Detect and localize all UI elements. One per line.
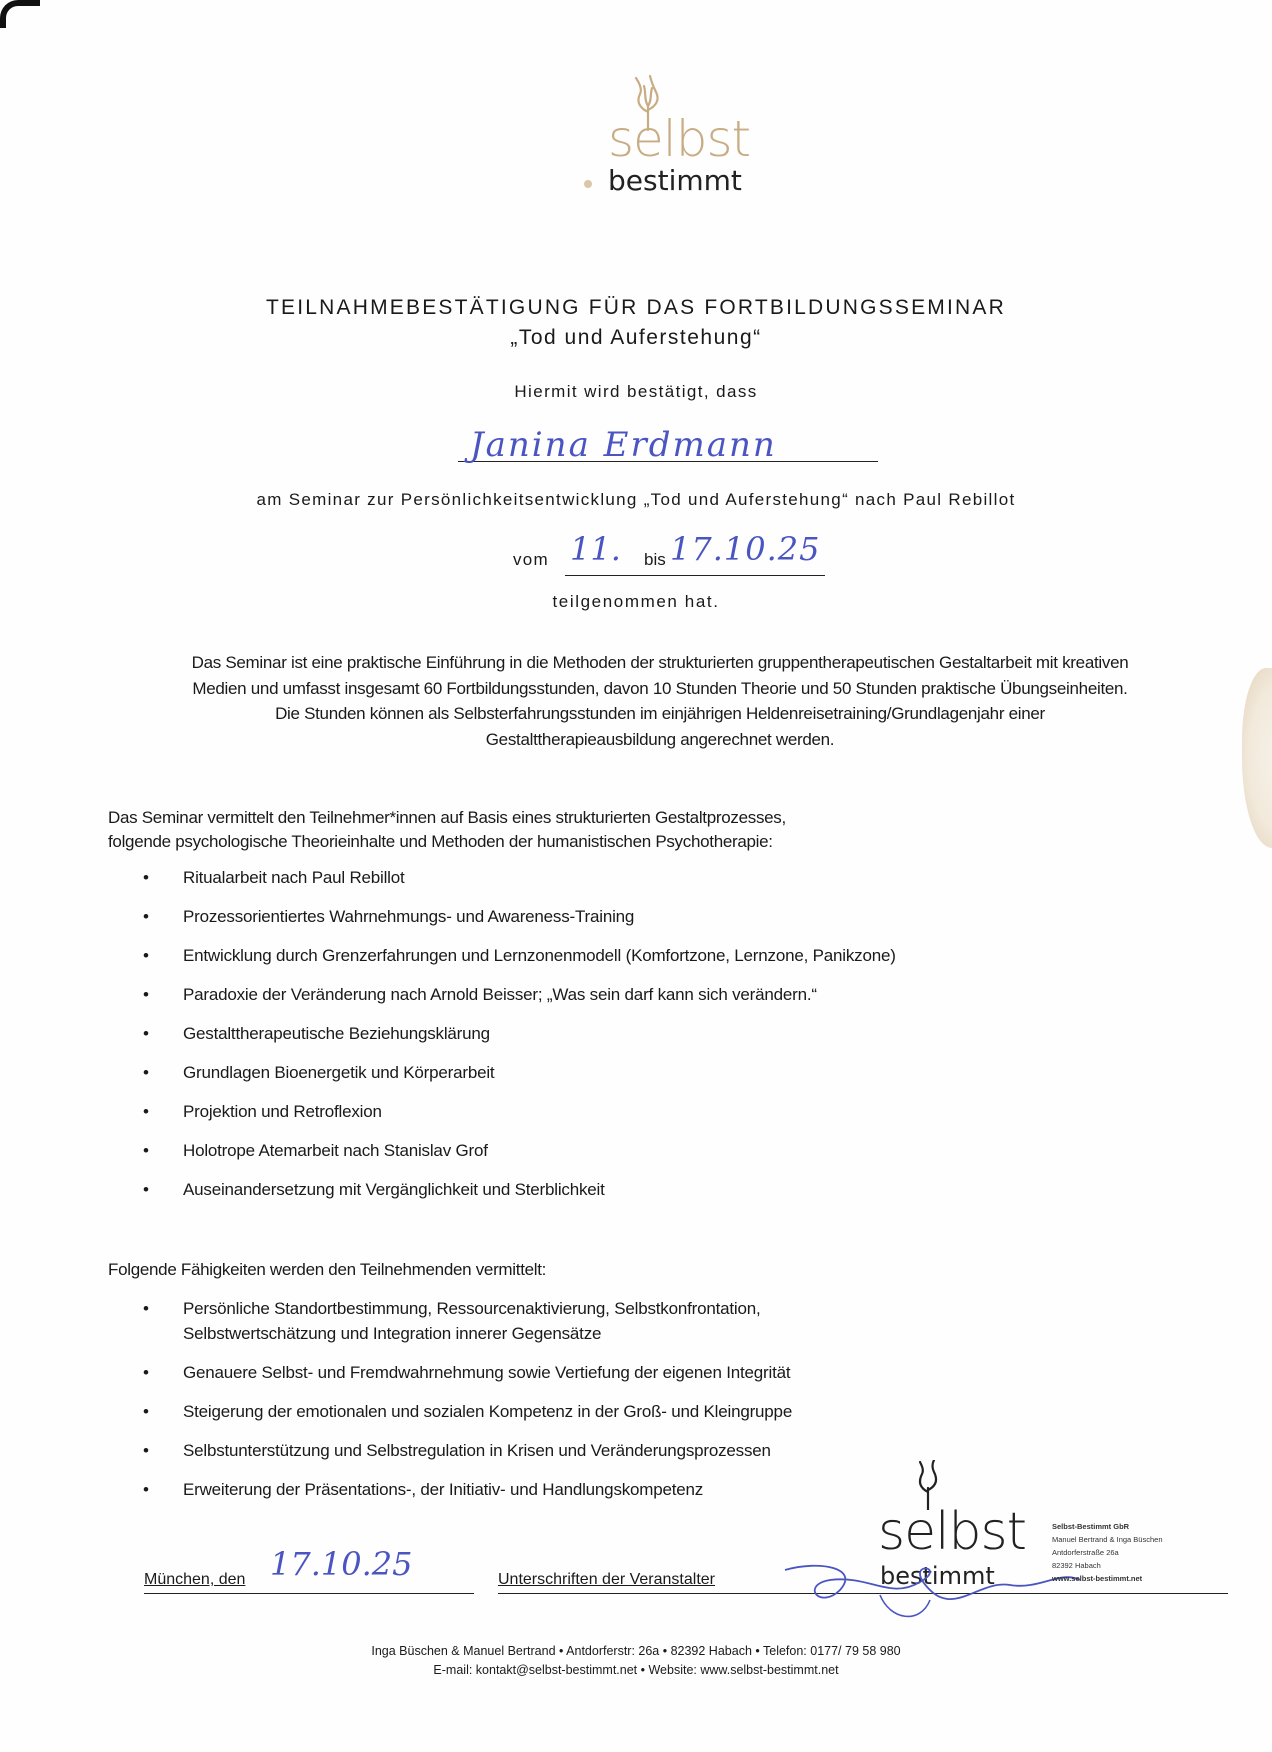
bullet-icon: • [143, 1102, 149, 1121]
contents-intro-line: Das Seminar vermittelt den Teilnehmer*innen auf Basis eines strukturierten Gestaltprozesses, [108, 808, 786, 827]
list-item-text: Erweiterung der Präsentations-, der Initiativ- und Handlungskompetenz [183, 1480, 704, 1499]
seminar-description-line: am Seminar zur Persönlichkeitsentwicklung „Tod und Auferstehung“ nach Paul Rebillot [256, 490, 1016, 509]
brand-logo [590, 72, 751, 197]
contents-intro [108, 806, 786, 854]
confirmation-intro: Hiermit wird bestätigt, dass [514, 382, 758, 401]
list-item-text: Gestalttherapeutische Beziehungsklärung [183, 1024, 490, 1043]
bullet-icon: • [143, 1480, 149, 1499]
list-item [140, 1399, 880, 1424]
scan-corner-mark [0, 0, 40, 28]
stamp-line: 82392 Habach [1052, 1561, 1101, 1570]
logo-word-bestimmt: bestimmt [608, 164, 742, 197]
signing-date-handwritten: 17.10.25 [270, 1545, 413, 1583]
skills-heading: Folgende Fähigkeiten werden den Teilnehmenden vermittelt: [108, 1260, 547, 1279]
description-line: Das Seminar ist eine praktische Einführung in die Methoden der strukturierten gruppentherapeutischen Gestaltarbeit mit kreativen [191, 653, 1129, 672]
document-subtitle: „Tod und Auferstehung“ [510, 326, 762, 349]
bullet-icon: • [143, 1141, 149, 1160]
list-item-text: Genauere Selbst- und Fremdwahrnehmung sowie Vertiefung der eigenen Integrität [183, 1363, 791, 1382]
list-item [140, 1180, 896, 1219]
bullet-icon: • [143, 1299, 149, 1318]
list-item [140, 868, 896, 907]
contents-intro-line: folgende psychologische Theorieinhalte und Methoden der humanistischen Psychotherapie: [108, 832, 773, 851]
took-part-text: teilgenommen hat. [552, 592, 720, 611]
skills-list [140, 1296, 880, 1516]
list-item [140, 946, 896, 985]
to-date-handwritten: 17.10.25 [670, 530, 821, 568]
bullet-icon: • [143, 907, 149, 926]
organizer-stamp-text [1052, 1520, 1163, 1585]
paper-stain [1242, 668, 1272, 848]
bullet-icon: • [143, 1180, 149, 1199]
stamp-line: Antdorferstraße 26a [1052, 1548, 1119, 1557]
description-line: Gestalttherapieausbildung angerechnet werden. [485, 729, 835, 749]
list-item-text: Persönliche Standortbestimmung, Ressourcenaktivierung, Selbstkonfrontation, Selbstwertschätzung und Integration innerer Gegensätze [183, 1299, 761, 1343]
list-item [140, 1102, 896, 1141]
list-item-text: Holotrope Atemarbeit nach Stanislav Grof [183, 1141, 488, 1160]
stamp-word-selbst: selbst [878, 1502, 1027, 1562]
bullet-icon: • [143, 868, 149, 887]
list-item [140, 985, 896, 1024]
bullet-icon: • [143, 1063, 149, 1082]
list-item [140, 1024, 896, 1063]
bullet-icon: • [143, 985, 149, 1004]
description-line: Die Stunden können als Selbsterfahrungsstunden im einjährigen Heldenreisetraining/Grundlagenjahr einer [275, 704, 1045, 723]
period-underline [565, 575, 825, 576]
list-item [140, 907, 896, 946]
stamp-word-bestimmt: bestimmt [880, 1562, 995, 1590]
list-item-text: Ritualarbeit nach Paul Rebillot [183, 868, 405, 887]
logo-dot [584, 180, 592, 188]
seminar-description-paragraph [100, 650, 1220, 752]
document-title: TEILNAHMEBESTÄTIGUNG FÜR DAS FORTBILDUNGSSEMINAR [266, 296, 1006, 319]
list-item-text: Paradoxie der Veränderung nach Arnold Beisser; „Was sein darf kann sich verändern.“ [183, 985, 817, 1004]
bullet-icon: • [143, 1402, 149, 1421]
organizers-signature-label: Unterschriften der Veranstalter [498, 1571, 715, 1588]
bullet-icon: • [143, 1024, 149, 1043]
list-item-text: Auseinandersetzung mit Vergänglichkeit und Sterblichkeit [183, 1180, 605, 1199]
to-label: bis [644, 550, 666, 569]
list-item-text: Steigerung der emotionalen und sozialen Kompetenz in der Groß- und Kleingruppe [183, 1402, 793, 1421]
footer-contact: E-mail: kontakt@selbst-bestimmt.net • Website: www.selbst-bestimmt.net [433, 1663, 839, 1677]
list-item-text: Selbstunterstützung und Selbstregulation in Krisen und Veränderungsprozessen [183, 1441, 771, 1460]
date-underline [144, 1593, 474, 1594]
from-label: vom [513, 550, 550, 569]
from-date-handwritten: 11. [570, 530, 621, 568]
list-item-text: Grundlagen Bioenergetik und Körperarbeit [183, 1063, 495, 1082]
contents-list [140, 868, 896, 1219]
list-item [140, 1360, 880, 1385]
footer-address: Inga Büschen & Manuel Bertrand • Antdorferstr: 26a • 82392 Habach • Telefon: 0177/ 79 58 980 [371, 1644, 901, 1658]
list-item-text: Entwicklung durch Grenzerfahrungen und Lernzonenmodell (Komfortzone, Lernzone, Panikzone) [183, 946, 896, 965]
place-date-label: München, den [144, 1571, 246, 1588]
list-item-text: Prozessorientiertes Wahrnehmungs- und Awareness-Training [183, 907, 635, 926]
list-item [140, 1477, 880, 1502]
bullet-icon: • [143, 1363, 149, 1382]
description-line: Medien und umfasst insgesamt 60 Fortbildungsstunden, davon 10 Stunden Theorie und 50 Stunden praktische Übungseinheiten. [192, 678, 1128, 698]
bullet-icon: • [143, 1441, 149, 1460]
logo-word-selbst: selbst [608, 110, 751, 168]
bullet-icon: • [143, 946, 149, 965]
list-item [140, 1438, 880, 1463]
list-item-text: Projektion und Retroflexion [183, 1102, 382, 1121]
participant-name-handwritten: Janina Erdmann [470, 425, 777, 465]
stamp-line: Manuel Bertrand & Inga Büschen [1052, 1535, 1163, 1544]
list-item [140, 1141, 896, 1180]
list-item [140, 1063, 896, 1102]
stamp-line: www.selbst-bestimmt.net [1052, 1574, 1143, 1583]
stamp-line: Selbst-Bestimmt GbR [1052, 1522, 1130, 1531]
list-item [140, 1296, 880, 1346]
